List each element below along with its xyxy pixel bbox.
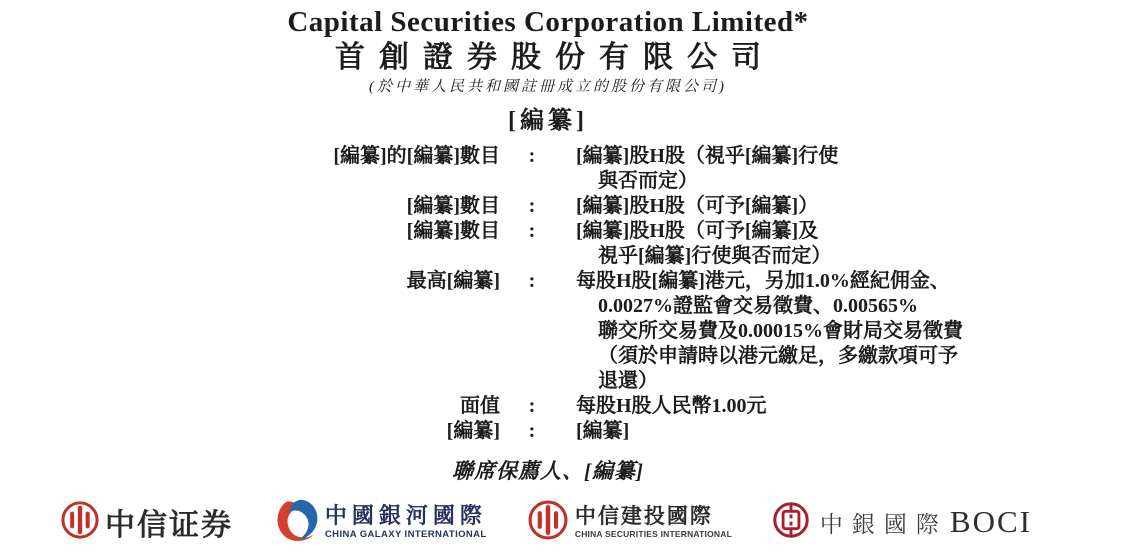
row-value	[564, 394, 1096, 419]
joint-sponsors-line: 聯席保薦人、[編纂]	[452, 459, 644, 483]
china-securities-logo-icon	[527, 499, 569, 546]
logo-china-galaxy-international	[273, 497, 487, 548]
logo-boci	[772, 501, 1032, 544]
row-label: [編纂]數目	[406, 195, 500, 217]
row-separator: :	[528, 270, 536, 292]
china-galaxy-logo-text: 中國銀河國際	[324, 502, 487, 528]
value-line: 退還）	[598, 370, 658, 392]
value-line: [編纂]	[576, 420, 630, 442]
row-value	[564, 269, 1096, 394]
company-name-chinese: 首創證券股份有限公司	[335, 41, 775, 74]
china-galaxy-logo-subtext: CHINA GALAXY INTERNATIONAL	[324, 528, 487, 540]
china-galaxy-logo-icon	[273, 497, 319, 548]
value-line: （須於申請時以港元繳足，多繳款項可予	[598, 345, 958, 367]
table-row	[0, 219, 1096, 269]
row-value	[564, 419, 1096, 444]
row-value	[564, 144, 1096, 194]
row-separator: :	[528, 145, 536, 167]
row-label: [編纂]數目	[406, 220, 500, 242]
boci-logo-text-chinese: 中銀國際	[819, 511, 948, 537]
value-line: 視乎[編纂]行使與否而定）	[598, 245, 832, 267]
bank-of-china-logo-icon	[772, 501, 810, 544]
row-label: 面值	[460, 395, 500, 417]
row-separator: :	[528, 195, 536, 217]
logo-china-securities-international	[527, 499, 732, 546]
redaction-heading: [編纂]	[508, 108, 588, 134]
company-name-english: Capital Securities Corporation Limited*	[287, 6, 809, 38]
citic-securities-logo-icon	[60, 500, 100, 545]
value-line: [編纂]股H股（視乎[編纂]行使	[576, 145, 839, 167]
row-label: 最高[編纂]	[406, 270, 500, 292]
row-separator: :	[528, 395, 536, 417]
table-row	[0, 394, 1096, 419]
incorporation-note: (於中華人民共和國註冊成立的股份有限公司)	[369, 79, 727, 95]
china-securities-logo-text-block	[575, 506, 732, 539]
china-securities-logo-subtext: CHINA SECURITIES INTERNATIONAL	[574, 528, 732, 539]
table-row	[0, 144, 1096, 194]
citic-securities-logo-text: 中信证券	[105, 509, 233, 542]
value-line: 與否而定）	[598, 170, 698, 192]
row-separator: :	[528, 420, 536, 442]
row-label: [編纂]	[446, 420, 500, 442]
value-line: 聯交所交易費及0.00015%會財局交易徵費	[598, 320, 963, 342]
row-value	[564, 194, 1096, 219]
row-separator: :	[528, 220, 536, 242]
table-row	[0, 419, 1096, 444]
logo-citic-securities	[60, 500, 233, 545]
value-line: 0.0027%證監會交易徵費、0.00565%	[598, 295, 918, 317]
row-value	[564, 219, 1096, 269]
offer-table	[0, 144, 1096, 444]
sponsor-logos-row	[0, 493, 1138, 551]
value-line: 每股H股人民幣1.00元	[576, 395, 767, 417]
row-label: [編纂]的[編纂]數目	[333, 145, 500, 167]
value-line: [編纂]股H股（可予[編纂]）	[576, 195, 819, 217]
china-securities-logo-text: 中信建投國際	[574, 504, 713, 528]
table-row	[0, 194, 1096, 219]
value-line: [編纂]股H股（可予[編纂]及	[576, 220, 819, 242]
boci-logo-text-english: BOCI	[949, 504, 1032, 539]
value-line: 每股H股[編纂]港元，另加1.0%經紀佣金、	[576, 270, 950, 292]
table-row	[0, 269, 1096, 394]
china-galaxy-logo-text-block	[324, 502, 487, 540]
